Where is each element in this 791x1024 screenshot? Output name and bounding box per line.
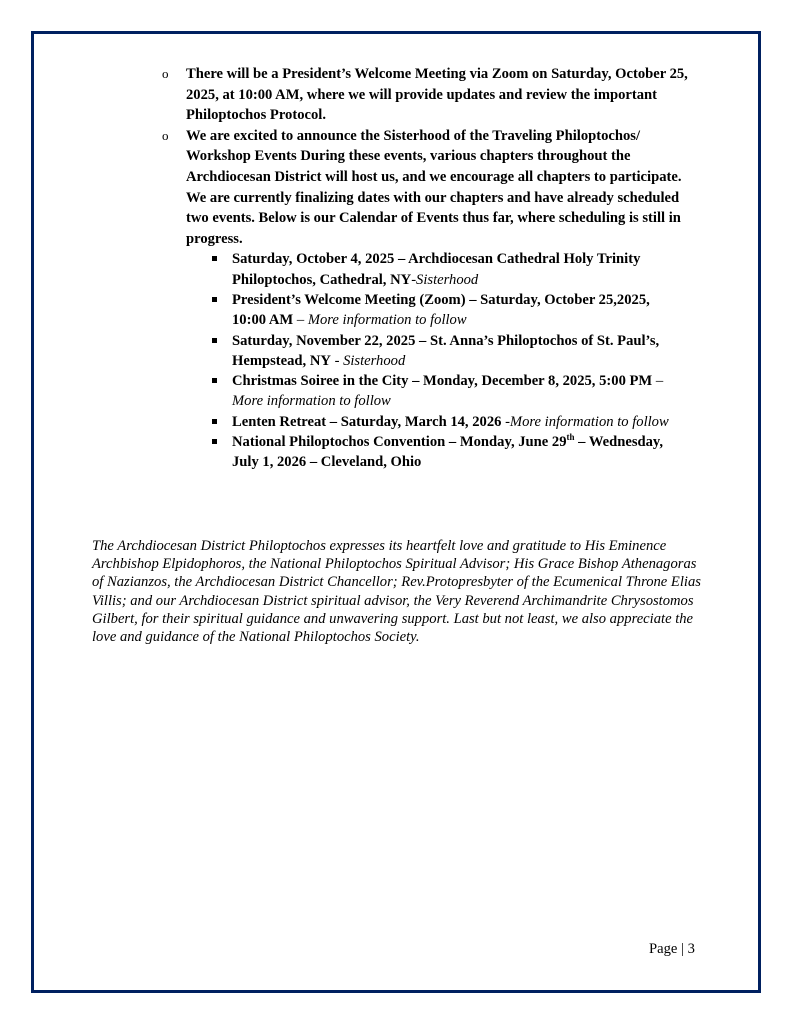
ordinal-suffix: th: [566, 432, 575, 443]
calendar-of-events-list: [210, 249, 680, 472]
square-bullet-icon: [212, 338, 217, 343]
hollow-circle-bullet-icon: o: [162, 66, 169, 81]
event-title: Saturday, November 22, 2025 – St. Anna’s Philoptochos of St. Paul’s, Hempstead, NY: [232, 332, 660, 369]
square-bullet-icon: [212, 297, 217, 302]
event-note: -Sisterhood: [411, 271, 479, 288]
event-item: [210, 290, 680, 331]
event-item: [210, 331, 680, 372]
list-item-text: There will be a President’s Welcome Meeting via Zoom on Saturday, October 25, 2025, at 10:00 AM, where we will provide updates and review the important Philoptochos Protocol.: [186, 66, 688, 124]
event-note: – More information to follow: [293, 312, 467, 329]
list-item-traveling-philoptochos: [162, 126, 692, 473]
event-title: Christmas Soiree in the City – Monday, December 8, 2025, 5:00 PM: [232, 373, 653, 390]
square-bullet-icon: [212, 256, 217, 261]
hollow-circle-bullet-icon: o: [162, 127, 169, 143]
square-bullet-icon: [212, 419, 217, 424]
event-title-continued: – Wednesday, July 1, 2026 – Cleveland, Ohio: [232, 434, 664, 471]
event-title: National Philoptochos Convention – Monday, June 29: [232, 434, 567, 451]
event-title: President’s Welcome Meeting (Zoom) – Saturday, October 25,2025, 10:00 AM: [232, 291, 650, 329]
square-bullet-icon: [212, 378, 217, 383]
page-number-footer: Page | 3: [649, 941, 695, 957]
square-bullet-icon: [212, 439, 217, 444]
event-title: Saturday, October 4, 2025 – Archdiocesan Cathedral Holy Trinity Philoptochos, Cathedral, NY: [232, 251, 641, 288]
event-item: [210, 412, 680, 432]
main-bullet-list: [162, 64, 692, 473]
list-item-welcome-meeting: [162, 64, 692, 126]
event-item: [210, 249, 680, 290]
event-note: -More information to follow: [501, 413, 669, 430]
event-note: - Sisterhood: [330, 352, 406, 369]
closing-paragraph: The Archdiocesan District Philoptochos expresses its heartfelt love and gratitude to His Eminence Archbishop Elpidophoros, the National Philoptochos Spiritual Advisor; His Grace Bishop Athenagoras of Nazianzos, the Archdiocesan District Chancellor; Rev.Protopresbyter of the Ecumenical Throne Elias Villis; and our Archdiocesan District spiritual advisor, the Very Reverend Archimandrite Chrysostomos Gilbert, for their spiritual guidance and unwavering support. Last but not least, we also appreciate the love and guidance of the National Philoptochos Society.: [92, 538, 701, 646]
event-item: [210, 371, 680, 412]
event-note: – More information to follow: [232, 373, 664, 410]
list-item-text: We are excited to announce the Sisterhood of the Traveling Philoptochos/ Workshop Events During these events, various chapters throughout the Archdiocesan District will host us, and we encourage all chapters to participate. We are currently finalizing dates with our chapters and have already scheduled two events. Below is our Calendar of Events thus far, where scheduling is still in progress.: [186, 127, 682, 247]
event-title: Lenten Retreat – Saturday, March 14, 2026: [232, 413, 502, 430]
event-item: [210, 432, 680, 473]
